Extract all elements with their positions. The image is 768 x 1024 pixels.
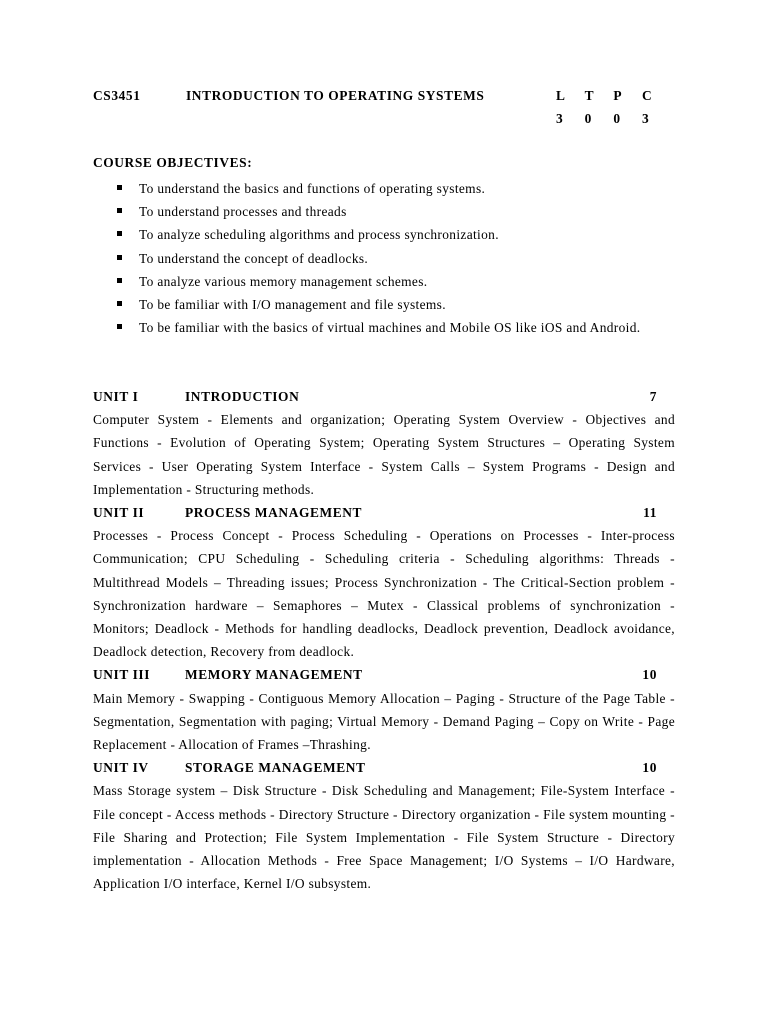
objective-text: To be familiar with the basics of virtual machines and Mobile OS like iOS and Android. <box>139 320 641 336</box>
list-item <box>93 200 675 223</box>
objective-text: To analyze scheduling algorithms and process synchronization. <box>139 227 499 243</box>
unit-hours: 11 <box>643 505 657 520</box>
unit-number: UNIT IV <box>93 760 149 776</box>
objectives-list <box>93 177 675 339</box>
unit-heading <box>93 663 675 686</box>
list-item <box>93 247 675 270</box>
bullet-square-icon <box>117 231 122 236</box>
unit-number: UNIT I <box>93 389 139 404</box>
unit-content: Processes - Process Concept - Process Scheduling - Operations on Processes - Inter-process Communication; CPU Scheduling - Scheduling criteria - Scheduling algorithms: Threads - Multithread Models – Threading issues; Process Synchronization - The Critical-Section problem - Synchronization hardware – Semaphores – Mutex - Classical problems of synchronization - Monitors; Deadlock - Methods for handling deadlocks, Deadlock prevention, Deadlock avoidance, Deadlock detection, Recovery from deadlock. <box>93 528 675 660</box>
unit-4 <box>93 756 675 895</box>
ltpc-label-c: C <box>641 88 653 103</box>
objective-text: To understand processes and threads <box>139 204 347 220</box>
ltpc-label-p: P <box>613 88 623 103</box>
bullet-square-icon <box>117 185 122 190</box>
list-item <box>93 316 675 339</box>
objective-text: To understand the basics and functions of operating systems. <box>139 181 486 196</box>
unit-title: MEMORY MANAGEMENT <box>185 667 363 683</box>
bullet-square-icon <box>117 255 122 260</box>
bullet-square-icon <box>117 301 122 306</box>
unit-title: PROCESS MANAGEMENT <box>185 505 363 520</box>
units-section <box>93 385 675 895</box>
unit-content: Computer System - Elements and organization; Operating System Overview - Objectives and Functions - Evolution of Operating System; Operating System Structures – Operating System Services - User Operating System Interface - System Calls – System Programs - Design and Implementation - Structuring methods. <box>93 412 675 497</box>
bullet-square-icon <box>117 324 122 329</box>
list-item <box>93 177 675 200</box>
list-item <box>93 270 675 293</box>
list-item <box>93 223 675 246</box>
ltpc-labels <box>556 88 656 104</box>
ltpc-value-p: 0 <box>613 111 621 126</box>
unit-number: UNIT III <box>93 667 151 683</box>
ltpc-value-c: 3 <box>641 111 650 126</box>
unit-hours: 7 <box>649 389 657 404</box>
course-title: INTRODUCTION TO OPERATING SYSTEMS <box>186 88 485 103</box>
ltpc-label-l: L <box>556 88 566 103</box>
unit-content: Main Memory - Swapping - Contiguous Memory Allocation – Paging - Structure of the Page Table - Segmentation, Segmentation with paging; Virtual Memory - Demand Paging – Copy on Write - Page Replacement - Allocation of Frames –Thrashing. <box>93 690 675 752</box>
objective-text: To be familiar with I/O management and file systems. <box>139 297 446 313</box>
objective-text: To analyze various memory management schemes. <box>139 273 428 289</box>
objectives-heading: COURSE OBJECTIVES: <box>93 155 253 170</box>
unit-number: UNIT II <box>93 505 145 520</box>
unit-hours: 10 <box>642 760 657 776</box>
ltpc-values <box>556 111 656 127</box>
unit-2 <box>93 501 675 663</box>
course-code: CS3451 <box>93 88 141 103</box>
unit-heading <box>93 501 675 524</box>
ltpc-label-t: T <box>584 88 595 103</box>
unit-heading <box>93 385 675 408</box>
unit-title: INTRODUCTION <box>185 389 300 404</box>
unit-hours: 10 <box>642 667 657 683</box>
unit-3 <box>93 663 675 756</box>
unit-1 <box>93 385 675 501</box>
unit-title: STORAGE MANAGEMENT <box>185 760 366 776</box>
ltpc-value-l: 3 <box>556 111 564 126</box>
ltpc-value-t: 0 <box>584 111 592 126</box>
bullet-square-icon <box>117 278 122 283</box>
list-item <box>93 293 675 316</box>
objective-text: To understand the concept of deadlocks. <box>139 250 369 266</box>
unit-heading <box>93 756 675 779</box>
bullet-square-icon <box>117 208 122 213</box>
unit-content: Mass Storage system – Disk Structure - Disk Scheduling and Management; File-System Interface - File concept - Access methods - Directory Structure - Directory organization - File system mounting - File Sharing and Protection; File System Implementation - File System Structure - Directory implementation - Allocation Methods - Free Space Management; I/O Systems – I/O Hardware, Application I/O interface, Kernel I/O subsystem. <box>93 783 675 892</box>
